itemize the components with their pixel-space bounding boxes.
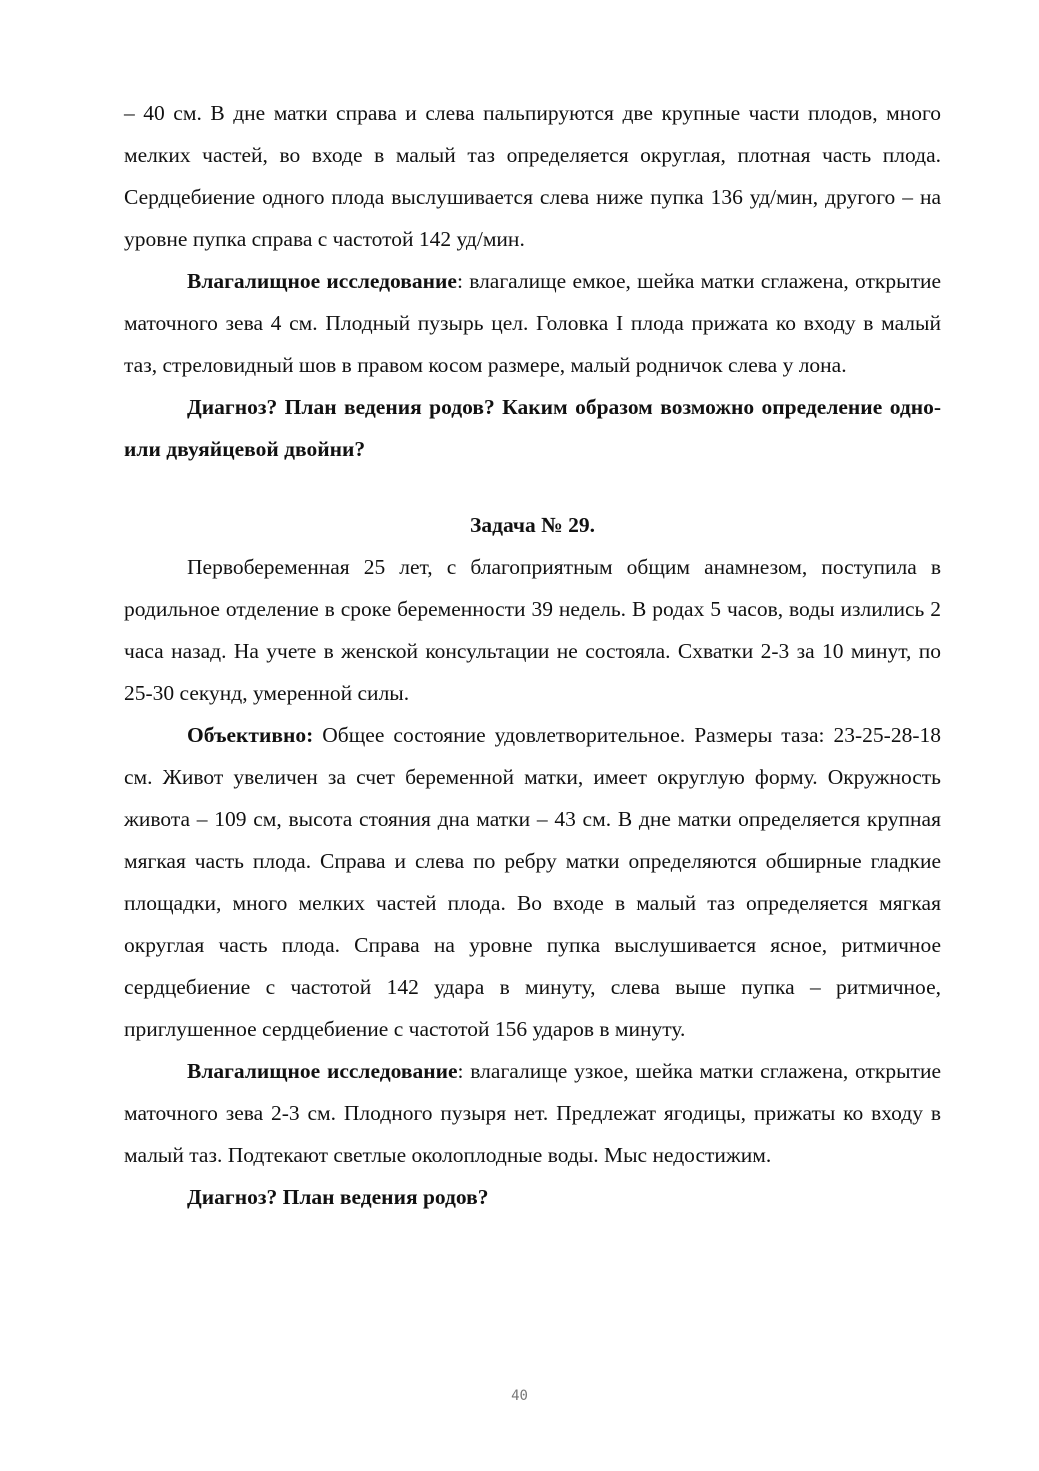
question-block-1 [124, 386, 941, 470]
paragraph-text: Первобеременная 25 лет, с благоприятным общим анамнезом, поступила в родильное отделение в сроке беременности 39 недель. В родах 5 часов, воды излились 2 часа назад. На учете в женской консультации не состояла. Схватки 2-3 за 10 минут, по 25-30 секунд, умеренной силы. [124, 555, 941, 705]
paragraph-text: Общее состояние удовлетворительное. Размеры таза: 23-25-28-18 см. Живот увеличен за счет беременной матки, имеет округлую форму. Окружность живота – 109 см, высота стояния дна матки – 43 см. В дне матки определяется крупная мягкая часть плода. Справа и слева по ребру матки определяются обширные гладкие площадки, много мелких частей плода. Во входе в малый таз определяется мягкая округлая часть плода. Справа на уровне пупка выслушивается ясное, ритмичное сердцебиение с частотой 142 удара в минуту, слева выше пупка – ритмичное, приглушенное сердцебиение с частотой 156 ударов в минуту. [124, 723, 941, 1041]
question-text: Диагноз? План ведения родов? [187, 1185, 489, 1209]
page-number: 40 [511, 1388, 528, 1404]
section-label: Влагалищное исследование [187, 269, 457, 293]
page-body [124, 92, 941, 1218]
paragraph-anamnesis [124, 546, 941, 714]
paragraph-vaginal-exam-1 [124, 260, 941, 386]
question-block-2 [124, 1176, 941, 1218]
paragraph-vaginal-exam-2 [124, 1050, 941, 1176]
paragraph-text: : влагалище узкое, шейка матки сглажена, открытие маточного зева 2-3 см. Плодного пузыря нет. Предлежат ягодицы, прижаты ко входу в малый таз. Подтекают светлые околоплодные воды. Мыс недостижим. [124, 1059, 941, 1167]
task-title: Задача № 29. [470, 513, 595, 537]
paragraph-text: – 40 см. В дне матки справа и слева пальпируются две крупные части плодов, много мелких частей, во входе в малый таз определяется округлая, плотная часть плода. Сердцебиение одного плода выслушивается слева ниже пупка 136 уд/мин, другого – на уровне пупка справа с частотой 142 уд/мин. [124, 101, 941, 251]
section-label: Объективно: [187, 723, 314, 747]
paragraph-continuation [124, 92, 941, 260]
question-text: Диагноз? План ведения родов? Каким образом возможно определение одно- или двуяйцевой двойни? [124, 395, 941, 461]
section-label: Влагалищное исследование [187, 1059, 458, 1083]
paragraph-objective [124, 714, 941, 1050]
paragraph-text: : влагалище емкое, шейка матки сглажена, открытие маточного зева 4 см. Плодный пузырь цел. Головка I плода прижата ко входу в малый таз, стреловидный шов в правом косом размере, малый родничок слева у лона. [124, 269, 942, 377]
